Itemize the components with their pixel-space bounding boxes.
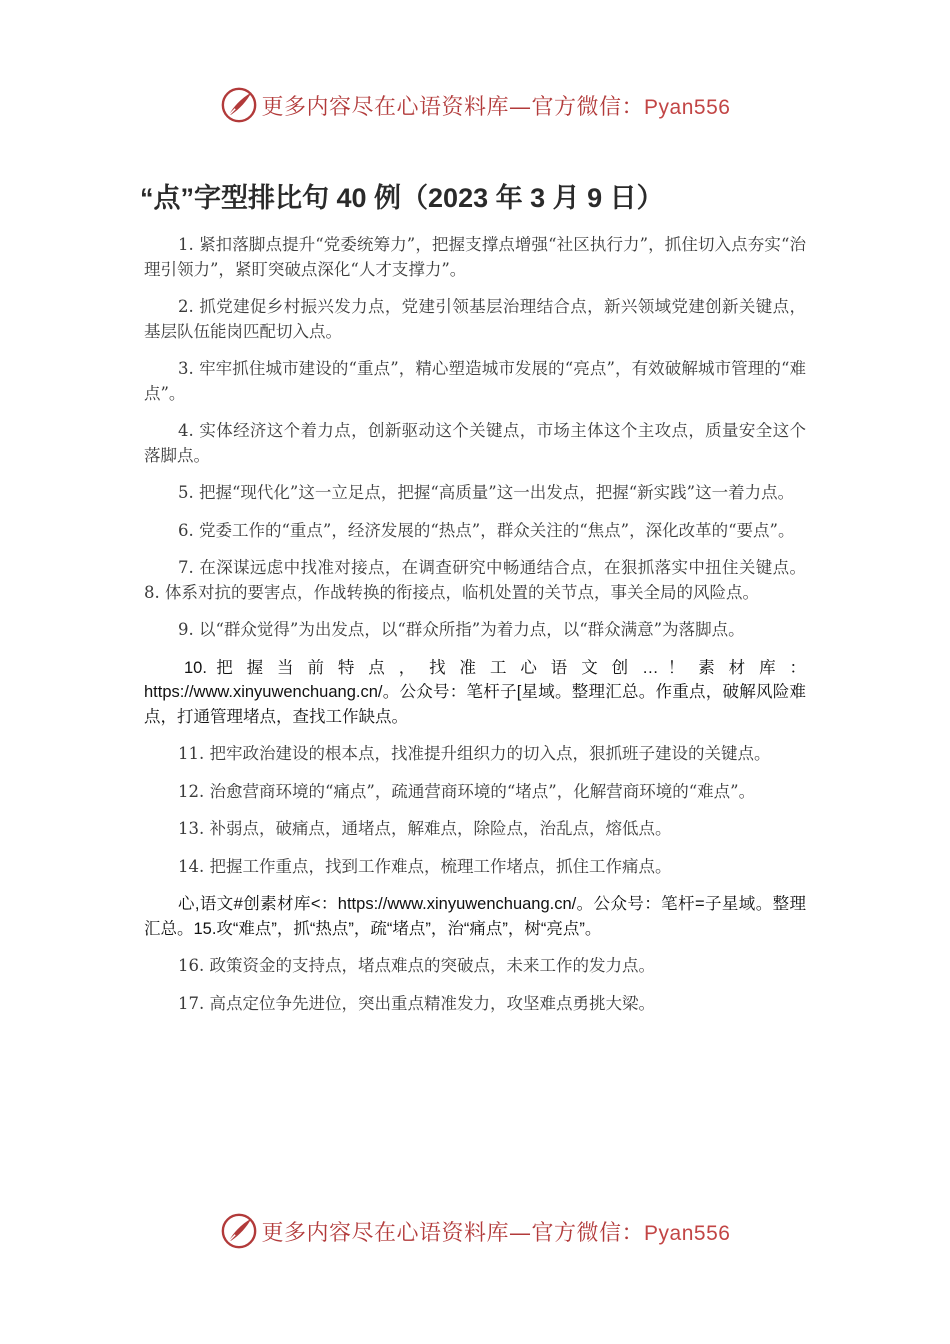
banner-wechat-id: Pyan556 (644, 1221, 731, 1245)
banner-text: 更多内容尽在心语资料库—官方微信：Pyan556 (261, 94, 731, 120)
paragraph: 12. 治愈营商环境的“痛点”，疏通营商环境的“堵点”，化解营商环境的“难点”。 (178, 781, 756, 801)
paragraph: 17. 高点定位争先进位，突出重点精准发力，攻坚难点勇挑大梁。 (178, 993, 655, 1013)
paragraph: 7. 在深谋远虑中找准对接点，在调查研究中畅通结合点，在狠抓落实中扭住关键点。8. 体系对抗的要害点，作战转换的衔接点，临机处置的关节点，事关全局的风险点。 (144, 558, 806, 602)
paragraph: 4. 实体经济这个着力点，创新驱动这个关键点，市场主体这个主攻点，质量安全这个落脚点。 (144, 421, 806, 465)
paragraph: 1. 紧扣落脚点提升“党委统筹力”，把握支撑点增强“社区执行力”，抓住切入点夯实“治理引领力”，紧盯突破点深化“人才支撑力”。 (144, 235, 806, 279)
paragraph: 14. 把握工作重点，找到工作难点，梳理工作堵点，抓住工作痛点。 (178, 856, 672, 876)
paragraph: 16. 政策资金的支持点，堵点难点的突破点，未来工作的发力点。 (178, 956, 655, 975)
paragraph: 13. 补弱点，破痛点，通堵点，解难点，除险点，治乱点，熔低点。 (178, 819, 672, 838)
paragraph-watermarked: 心,语文#创素材库<：https://www.xinyuwenchuang.cn/。公众号：笔杆=子星域。整理汇总。15.攻“难点”，抓“热点”，疏“堵点”，治“痛点”，树“亮点”。 (144, 895, 806, 938)
quill-logo-icon (220, 86, 258, 124)
banner-wechat-id: Pyan556 (644, 95, 731, 119)
paragraph-watermarked: 10. 把 握 当 前 特 点 ， 找 准 工 心 语 文 创 … ！ 素 材 库 ： https://www.xinyuwenchuang.cn/。公众号：笔杆子[星域。整理汇总。作重点，破解风险难点，打通管理堵点，查找工作缺点。 (144, 658, 806, 726)
paragraph: 3. 牢牢抓住城市建设的“重点”，精心塑造城市发展的“亮点”，有效破解城市管理的“难点”。 (144, 359, 806, 403)
header-banner (0, 82, 950, 128)
footer-banner (0, 1208, 950, 1254)
paragraph: 2. 抓党建促乡村振兴发力点，党建引领基层治理结合点，新兴领域党建创新关键点，基层队伍能岗匹配切入点。 (144, 297, 806, 341)
document-body (144, 233, 806, 1029)
paragraph: 5. 把握“现代化”这一立足点，把握“高质量”这一出发点，把握“新实践”这一着力点。 (178, 483, 795, 502)
banner-text: 更多内容尽在心语资料库—官方微信：Pyan556 (261, 1220, 731, 1246)
paragraph: 9. 以“群众觉得”为出发点，以“群众所指”为着力点，以“群众满意”为落脚点。 (178, 620, 745, 639)
document-title: “点”字型排比句 40 例（2023 年 3 月 9 日） (140, 183, 664, 213)
paragraph: 6. 党委工作的“重点”，经济发展的“热点”，群众关注的“焦点”，深化改革的“要点”。 (178, 520, 795, 540)
paragraph: 11. 把牢政治建设的根本点，找准提升组织力的切入点，狠抓班子建设的关键点。 (178, 744, 771, 763)
quill-logo-icon (220, 1212, 258, 1250)
